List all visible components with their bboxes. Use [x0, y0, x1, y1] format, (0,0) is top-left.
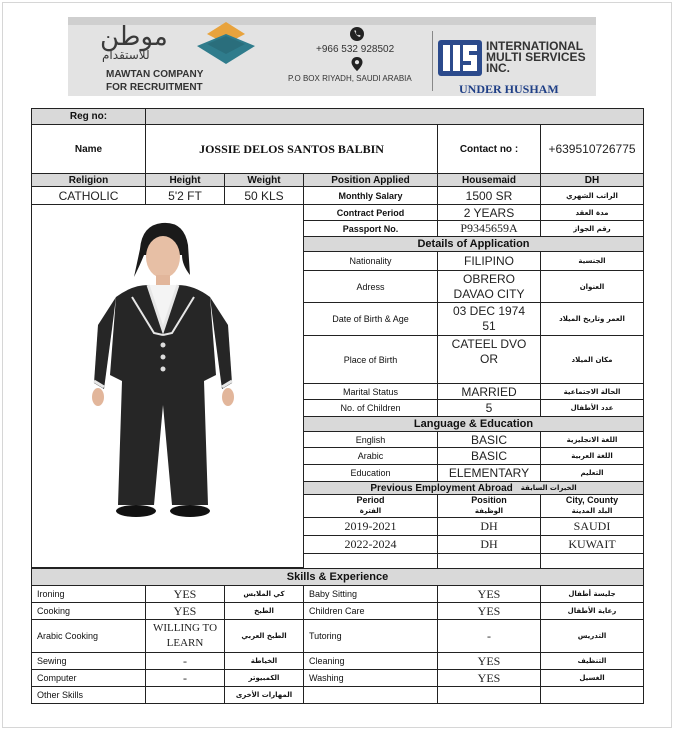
- skills-section-title: Skills & Experience: [31, 568, 644, 586]
- english-value: BASIC: [437, 431, 541, 448]
- dob-value-age: 51: [482, 319, 496, 333]
- skill-label: Washing: [303, 669, 438, 687]
- employment-row-empty: [540, 553, 644, 569]
- monthly-salary-label: Monthly Salary: [303, 186, 438, 205]
- name-value: JOSSIE DELOS SANTOS BALBIN: [145, 124, 438, 174]
- skill-value: [145, 686, 225, 704]
- company-address: P.O BOX RIYADH, SAUDI ARABIA: [288, 74, 412, 83]
- skill-value: YES: [437, 652, 541, 670]
- marital-label: Marital Status: [303, 383, 438, 400]
- ims-logo-icon: [438, 38, 482, 78]
- address-value-line1: OBRERO: [462, 271, 515, 286]
- address-label: Adress: [303, 270, 438, 303]
- previous-employment-title-ar: الخبرات السابقة: [520, 484, 577, 492]
- nationality-label: Nationality: [303, 251, 438, 271]
- nationality-arabic: الجنسية: [540, 251, 644, 271]
- height-value: 5'2 FT: [145, 186, 225, 205]
- period-header-ar: الفترة: [359, 507, 382, 515]
- mawtan-logo-icon: [195, 20, 257, 66]
- partner-line3: INC.: [486, 61, 510, 75]
- nationality-value: FILIPINO: [437, 251, 541, 271]
- partner-line2: MULTI SERVICES: [486, 50, 586, 64]
- name-label: Name: [31, 124, 146, 174]
- pob-value-line2: OR: [480, 352, 498, 366]
- company-arabic-name: موطن: [100, 22, 168, 52]
- skill-value: YES: [145, 585, 225, 603]
- position-header: [437, 494, 541, 518]
- employment-row-empty: [303, 553, 438, 569]
- skill-arabic: الكمبيوتر: [224, 669, 304, 687]
- header-divider: [432, 31, 433, 91]
- candidate-photo: [31, 204, 304, 568]
- contract-period-label: Contract Period: [303, 204, 438, 221]
- company-phone: +966 532 928502: [316, 44, 395, 55]
- skill-label: Cleaning: [303, 652, 438, 670]
- arabic-value: BASIC: [437, 447, 541, 465]
- pob-value: [437, 335, 541, 384]
- skill-arabic: جليسة أطفال: [540, 585, 644, 603]
- skill-arabic: المهارات الأخرى: [224, 686, 304, 704]
- partner-line1: INTERNATIONAL: [486, 39, 584, 53]
- skill-label: [303, 686, 438, 704]
- skill-arabic: التدريس: [540, 619, 644, 653]
- religion-value: CATHOLIC: [31, 186, 146, 205]
- city-header-en: City, County: [565, 495, 619, 505]
- details-section-title: Details of Application: [303, 236, 644, 252]
- skill-arabic: الغسيل: [540, 669, 644, 687]
- skill-value-line1: WILLING TO: [152, 622, 218, 634]
- period-header: [303, 494, 438, 518]
- english-arabic: اللغة الانجليزية: [540, 431, 644, 448]
- dob-arabic: العمر وتاريخ الميلاد: [540, 302, 644, 336]
- skill-value: YES: [437, 585, 541, 603]
- education-arabic: التعليم: [540, 464, 644, 482]
- employment-row-period: 2019-2021: [303, 517, 438, 536]
- weight-value: 50 KLS: [224, 186, 304, 205]
- religion-header: Religion: [31, 173, 146, 187]
- employment-row-position: DH: [437, 535, 541, 554]
- skill-label: Cooking: [31, 602, 146, 620]
- skill-value: YES: [437, 602, 541, 620]
- pob-arabic: مكان الميلاد: [540, 335, 644, 384]
- city-header: [540, 494, 644, 518]
- skill-label: Arabic Cooking: [31, 619, 146, 653]
- monthly-salary-arabic: الراتب الشهري: [540, 186, 644, 205]
- pob-label: Place of Birth: [303, 335, 438, 384]
- skill-value: -: [437, 619, 541, 653]
- city-header-ar: البلد المدينة: [571, 507, 613, 515]
- pob-value-line1: CATEEL DVO: [451, 337, 527, 351]
- dob-value-date: 03 DEC 1974: [452, 304, 526, 318]
- dh-header: DH: [540, 173, 644, 187]
- passport-value: P9345659A: [437, 220, 541, 237]
- phone-icon: [350, 27, 364, 41]
- english-label: English: [303, 431, 438, 448]
- reg-no-label: Reg no:: [31, 108, 146, 125]
- address-value-line2: DAVAO CITY: [453, 286, 525, 301]
- company-arabic-subtitle: للاستقدام: [102, 48, 150, 62]
- skill-label: Children Care: [303, 602, 438, 620]
- previous-employment-title-en: Previous Employment Abroad: [370, 482, 513, 494]
- children-arabic: عدد الأطفال: [540, 399, 644, 417]
- language-section-title: Language & Education: [303, 416, 644, 432]
- company-english-name: [106, 68, 203, 94]
- arabic-arabic: اللغة العربية: [540, 447, 644, 465]
- period-header-en: Period: [356, 495, 385, 505]
- skill-label: Baby Sitting: [303, 585, 438, 603]
- skill-value: -: [145, 652, 225, 670]
- marital-value: MARRIED: [437, 383, 541, 400]
- passport-label: Passport No.: [303, 220, 438, 237]
- skill-value: -: [145, 669, 225, 687]
- position-value-header: Housemaid: [437, 173, 541, 187]
- contract-period-arabic: مدة العقد: [540, 204, 644, 221]
- skill-label: Ironing: [31, 585, 146, 603]
- employment-row-city: SAUDI: [540, 517, 644, 536]
- education-label: Education: [303, 464, 438, 482]
- weight-header: Weight: [224, 173, 304, 187]
- contact-label: Contact no :: [437, 124, 541, 174]
- skill-arabic: كي الملابس: [224, 585, 304, 603]
- skill-label: Other Skills: [31, 686, 146, 704]
- skill-value: YES: [437, 669, 541, 687]
- under-agency: UNDER HUSHAM: [459, 82, 559, 96]
- company-english-line1: MAWTAN COMPANY: [106, 69, 204, 80]
- skill-arabic: الطبخ: [224, 602, 304, 620]
- dob-value: [437, 302, 541, 336]
- reg-no-value: [145, 108, 644, 125]
- contact-value: +639510726775: [540, 124, 644, 174]
- skill-arabic: التنظيف: [540, 652, 644, 670]
- skill-label: Computer: [31, 669, 146, 687]
- marital-arabic: الحالة الاجتماعية: [540, 383, 644, 400]
- skill-value-line2: LEARN: [166, 637, 204, 649]
- employment-row-position: DH: [437, 517, 541, 536]
- address-arabic: العنوان: [540, 270, 644, 303]
- skill-arabic: الخياطة: [224, 652, 304, 670]
- position-header-en: Position: [471, 495, 507, 505]
- skill-label: Tutoring: [303, 619, 438, 653]
- employment-row-city: KUWAIT: [540, 535, 644, 554]
- passport-arabic: رقم الجواز: [540, 220, 644, 237]
- previous-employment-title: [303, 481, 644, 495]
- candidate-figure-icon: [32, 205, 303, 567]
- height-header: Height: [145, 173, 225, 187]
- dob-label: Date of Birth & Age: [303, 302, 438, 336]
- skill-label: Sewing: [31, 652, 146, 670]
- skill-value: [437, 686, 541, 704]
- skill-arabic: رعاية الأطفال: [540, 602, 644, 620]
- children-value: 5: [437, 399, 541, 417]
- skill-arabic: [540, 686, 644, 704]
- education-value: ELEMENTARY: [437, 464, 541, 482]
- children-label: No. of Children: [303, 399, 438, 417]
- location-pin-icon: [351, 57, 363, 71]
- employment-row-empty: [437, 553, 541, 569]
- employment-row-period: 2022-2024: [303, 535, 438, 554]
- position-header-ar: الوظيفة: [474, 507, 504, 515]
- partner-company-name: [486, 41, 586, 74]
- position-applied-header: Position Applied: [303, 173, 438, 187]
- company-english-line2: FOR RECRUITMENT: [106, 82, 203, 93]
- skill-value: [145, 619, 225, 653]
- skill-value: YES: [145, 602, 225, 620]
- monthly-salary-value: 1500 SR: [437, 186, 541, 205]
- arabic-label: Arabic: [303, 447, 438, 465]
- address-value: [437, 270, 541, 303]
- contract-period-value: 2 YEARS: [437, 204, 541, 221]
- skill-arabic: الطبخ العربي: [224, 619, 304, 653]
